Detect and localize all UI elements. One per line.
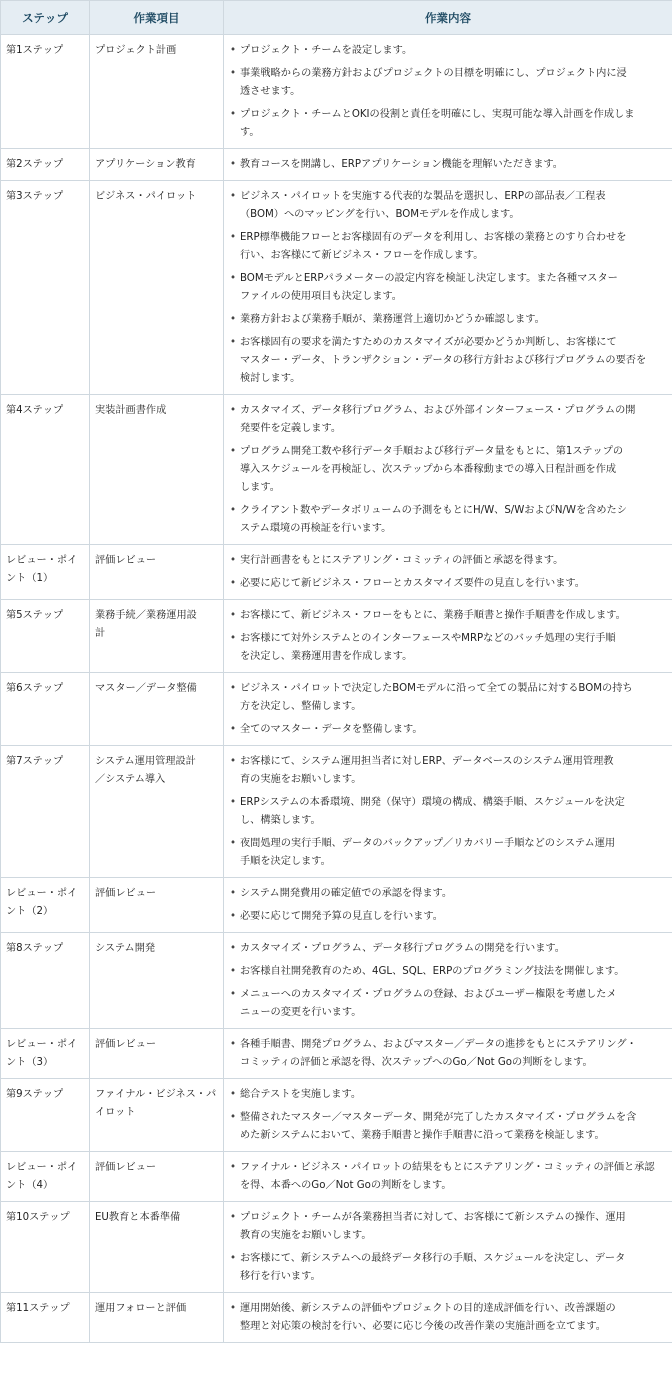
table-body [1,35,672,1343]
bullet-item [229,753,668,789]
bullet-item [229,311,668,329]
bullet-text: プログラム開発工数や移行データ手順および移行データ量をもとに、第1ステップの 導入スケジュールを再検証し、次ステップから本番稼動までの導入日程計画を作成 します。 [240,446,624,493]
bullet-text: 必要に応じて新ビジネス・フローとカスタマイズ要件の見直しを行います。 [240,578,585,589]
table-row [1,149,672,181]
table-row [1,1202,672,1293]
bullet-list [229,42,668,142]
bullet-icon: • [230,610,237,621]
bullet-icon: • [230,633,237,644]
bullet-icon: • [230,1253,237,1264]
bullet-icon: • [230,966,237,977]
header-content: 作業内容 [224,1,672,35]
task-cell: システム運用管理設計 ／システム導入 [90,746,224,878]
bullet-item [229,106,668,142]
step-cell: 第9ステップ [1,1079,90,1152]
bullet-icon: • [230,337,237,348]
bullet-icon: • [230,45,237,56]
bullet-item [229,721,668,739]
task-cell: 業務手続／業務運用設 計 [90,600,224,673]
bullet-list [229,680,668,739]
content-cell [224,878,672,933]
bullet-icon: • [230,838,237,849]
bullet-icon: • [230,797,237,808]
bullet-text: プロジェクト・チームが各業務担当者に対して、お客様にて新システムの操作、運用 教育の実施をお願いします。 [240,1212,626,1241]
step-cell: レビュー・ポイ ント（4） [1,1152,90,1202]
bullet-icon: • [230,578,237,589]
task-cell: アプリケーション教育 [90,149,224,181]
table-row [1,545,672,600]
bullet-item [229,270,668,306]
bullet-item [229,1250,668,1286]
bullet-item [229,1086,668,1104]
bullet-item [229,552,668,570]
content-cell [224,746,672,878]
bullet-text: お客様固有の要求を満たすためのカスタマイズが必要かどうか判断し、お客様にて マスター・データ、トランザクション・データの移行方針および移行プログラムの要否を 検討します。 [240,337,647,384]
bullet-item [229,42,668,60]
content-cell [224,35,672,149]
task-cell: ビジネス・パイロット [90,181,224,395]
bullet-text: ERP標準機能フローとお客様固有のデータを利用し、お客様の業務とのすり合わせを 行い、お客様にて新ビジネス・フローを作成します。 [240,232,627,261]
bullet-text: 実行計画書をもとにステアリング・コミッティの評価と承認を得ます。 [240,555,564,566]
bullet-text: お客様にて、新ビジネス・フローをもとに、業務手順書と操作手順書を作成します。 [240,610,626,621]
step-cell: 第3ステップ [1,181,90,395]
table-header-row [1,1,672,35]
bullet-text: クライアント数やデータボリュームの予測をもとにH/W、S/WおよびN/Wを含めたシ ステム環境の再検証を行います。 [240,505,627,534]
bullet-icon: • [230,505,237,516]
bullet-text: ビジネス・パイロットで決定したBOMモデルに沿って全ての製品に対するBOMの持ち 方を決定し、整備します。 [240,683,633,712]
bullet-text: 事業戦略からの業務方針およびプロジェクトの目標を明確にし、プロジェクト内に浸 透させます。 [240,68,627,97]
content-cell [224,1029,672,1079]
table-row [1,673,672,746]
table-row [1,600,672,673]
step-cell: レビュー・ポイ ント（3） [1,1029,90,1079]
table-row [1,1079,672,1152]
bullet-icon: • [230,1112,237,1123]
table-row [1,1152,672,1202]
step-cell: 第7ステップ [1,746,90,878]
bullet-icon: • [230,273,237,284]
bullet-icon: • [230,109,237,120]
task-cell: 実装計画書作成 [90,395,224,545]
header-task: 作業項目 [90,1,224,35]
bullet-text: 必要に応じて開発予算の見直しを行います。 [240,911,443,922]
bullet-text: お客様にて対外システムとのインターフェースやMRPなどのバッチ処理の実行手順 を決定し、業務運用書を作成します。 [240,633,616,662]
bullet-list [229,156,668,174]
bullet-list [229,607,668,666]
bullet-icon: • [230,314,237,325]
bullet-text: システム開発費用の確定値での承認を得ます。 [240,888,453,899]
table-row [1,878,672,933]
bullet-icon: • [230,1212,237,1223]
content-cell [224,1079,672,1152]
bullet-item [229,1300,668,1336]
bullet-item [229,229,668,265]
bullet-list [229,1036,668,1072]
bullet-item [229,502,668,538]
header-step: ステップ [1,1,90,35]
content-cell [224,1152,672,1202]
bullet-text: 各種手順書、開発プログラム、およびマスター／データの進捗をもとにステアリング・ コミッティの評価と承認を得、次ステップへのGo／Not Goの判断をします。 [240,1039,637,1068]
bullet-icon: • [230,1039,237,1050]
table-row [1,746,672,878]
bullet-item [229,1159,668,1195]
content-cell [224,1202,672,1293]
bullet-list [229,940,668,1022]
bullet-item [229,443,668,497]
bullet-item [229,156,668,174]
bullet-item [229,575,668,593]
step-cell: 第11ステップ [1,1293,90,1343]
content-cell [224,673,672,746]
bullet-text: 運用開始後、新システムの評価やプロジェクトの目的達成評価を行い、改善課題の 整理と対応策の検討を行い、必要に応じ今後の改善作業の実施計画を立てます。 [240,1303,616,1332]
bullet-item [229,940,668,958]
bullet-icon: • [230,555,237,566]
bullet-list [229,885,668,926]
bullet-icon: • [230,756,237,767]
table-row [1,1293,672,1343]
bullet-list [229,1209,668,1286]
bullet-item [229,402,668,438]
content-cell [224,149,672,181]
bullet-icon: • [230,724,237,735]
bullet-text: 全てのマスター・データを整備します。 [240,724,423,735]
bullet-item [229,630,668,666]
bullet-icon: • [230,405,237,416]
content-cell [224,1293,672,1343]
bullet-text: 整備されたマスター／マスターデータ、開発が完了したカスタマイズ・プログラムを含 めた新システムにおいて、業務手順書と操作手順書に沿って業務を検証します。 [240,1112,637,1141]
step-cell: レビュー・ポイ ント（2） [1,878,90,933]
bullet-list [229,1086,668,1145]
bullet-text: ERPシステムの本番環境、開発（保守）環境の構成、構築手順、スケジュールを決定 し、構築します。 [240,797,625,826]
bullet-item [229,908,668,926]
bullet-text: ファイナル・ビジネス・パイロットの結果をもとにステアリング・コミッティの評価と承認 を得、本番へのGo／Not Goの判断をします。 [240,1162,655,1191]
bullet-text: カスタマイズ、データ移行プログラム、および外部インターフェース・プログラムの開 発要件を定義します。 [240,405,636,434]
bullet-text: お客様自社開発教育のため、4GL、SQL、ERPのプログラミング技法を開催します。 [240,966,625,977]
bullet-icon: • [230,683,237,694]
bullet-text: お客様にて、システム運用担当者に対しERP、データベースのシステム運用管理教 育の実施をお願いします。 [240,756,614,785]
task-cell: マスター／データ整備 [90,673,224,746]
bullet-list [229,1300,668,1336]
task-cell: 評価レビュー [90,1152,224,1202]
bullet-text: お客様にて、新システムへの最終データ移行の手順、スケジュールを決定し、データ 移行を行います。 [240,1253,626,1282]
bullet-list [229,552,668,593]
step-cell: 第2ステップ [1,149,90,181]
bullet-item [229,986,668,1022]
content-cell [224,600,672,673]
bullet-list [229,402,668,538]
task-cell: ファイナル・ビジネス・パ イロット [90,1079,224,1152]
table-row [1,933,672,1029]
bullet-text: プロジェクト・チームとOKIの役割と責任を明確にし、実現可能な導入計画を作成しま す。 [240,109,635,138]
bullet-text: プロジェクト・チームを設定します。 [240,45,413,56]
bullet-icon: • [230,1089,237,1100]
task-cell: プロジェクト計画 [90,35,224,149]
step-cell: 第4ステップ [1,395,90,545]
bullet-item [229,607,668,625]
step-cell: 第5ステップ [1,600,90,673]
content-cell [224,933,672,1029]
table-row [1,395,672,545]
bullet-icon: • [230,911,237,922]
step-cell: 第8ステップ [1,933,90,1029]
task-cell: 評価レビュー [90,1029,224,1079]
bullet-text: 夜間処理の実行手順、データのバックアップ／リカバリー手順などのシステム運用 手順を決定します。 [240,838,616,867]
step-cell: 第10ステップ [1,1202,90,1293]
content-cell [224,545,672,600]
bullet-item [229,835,668,871]
bullet-item [229,963,668,981]
step-cell: レビュー・ポイ ント（1） [1,545,90,600]
bullet-list [229,188,668,388]
bullet-text: BOMモデルとERPパラメーターの設定内容を検証し決定します。また各種マスター ファイルの使用項目も決定します。 [240,273,618,302]
task-cell: 運用フォローと評価 [90,1293,224,1343]
bullet-icon: • [230,232,237,243]
bullet-icon: • [230,1303,237,1314]
bullet-icon: • [230,446,237,457]
bullet-icon: • [230,191,237,202]
task-cell: 評価レビュー [90,545,224,600]
task-cell: EU教育と本番準備 [90,1202,224,1293]
bullet-icon: • [230,159,237,170]
bullet-text: 業務方針および業務手順が、業務運営上適切かどうか確認します。 [240,314,545,325]
step-cell: 第1ステップ [1,35,90,149]
bullet-text: 教育コースを開講し、ERPアプリケーション機能を理解いただきます。 [240,159,563,170]
bullet-text: メニューへのカスタマイズ・プログラムの登録、およびユーザー権限を考慮したメ ニューの変更を行います。 [240,989,617,1018]
bullet-list [229,1159,668,1195]
bullet-icon: • [230,1162,237,1173]
content-cell [224,181,672,395]
table-row [1,35,672,149]
table-row [1,181,672,395]
bullet-icon: • [230,68,237,79]
bullet-text: 総合テストを実施します。 [240,1089,362,1100]
task-cell: 評価レビュー [90,878,224,933]
bullet-item [229,188,668,224]
bullet-text: カスタマイズ・プログラム、データ移行プログラムの開発を行います。 [240,943,565,954]
bullet-item [229,65,668,101]
bullet-item [229,680,668,716]
bullet-item [229,1109,668,1145]
bullet-item [229,1209,668,1245]
bullet-icon: • [230,943,237,954]
bullet-text: ビジネス・パイロットを実施する代表的な製品を選択し、ERPの部品表／工程表 （BOM）へのマッピングを行い、BOMモデルを作成します。 [240,191,606,220]
bullet-icon: • [230,888,237,899]
task-cell: システム開発 [90,933,224,1029]
step-cell: 第6ステップ [1,673,90,746]
bullet-item [229,885,668,903]
bullet-item [229,1036,668,1072]
bullet-item [229,334,668,388]
bullet-icon: • [230,989,237,1000]
bullet-item [229,794,668,830]
content-cell [224,395,672,545]
table-row [1,1029,672,1079]
bullet-list [229,753,668,871]
